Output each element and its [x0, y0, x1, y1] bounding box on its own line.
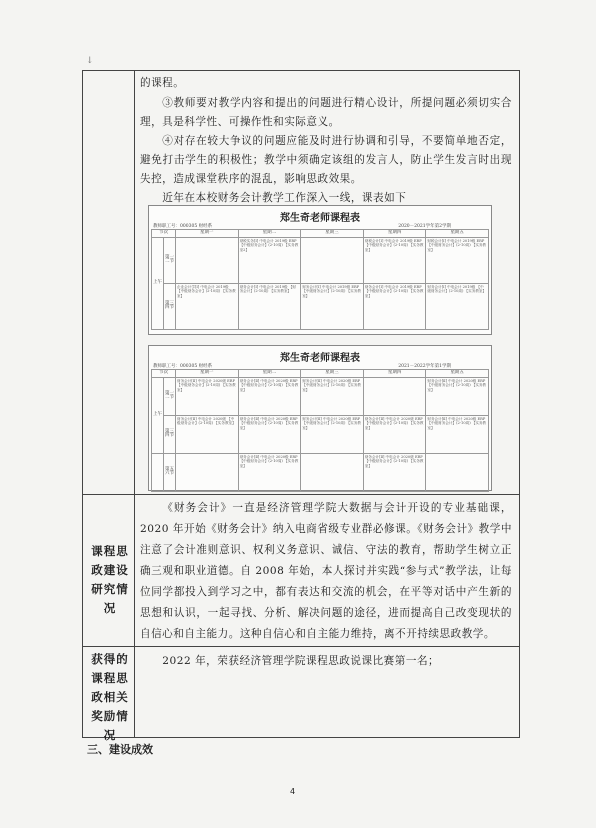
- section-text-research: 《财务会计》一直是经济管理学院大数据与会计开设的专业基础课，2020 年开始《财务会计》纳入电商省级专业群必修课。《财务会计》教学中注意了会计准则意识、权利义务意识、诚信、守法的教育，帮助学生树立正确三观和职业道德。自 2008 年始，本人探讨并实践“参与式”教学法，让每位同学都投入到学习之中，都有表达和交流的机会，在平等对话中产生新的思想和认识，一起寻找、分析、解决问题的途径，进而提高自己改变现状的自信心和自主能力。这种自信心和自主能力维持，离不开持续思政教学。: [140, 502, 512, 640]
- timetable-title: 郑生奇老师课程表: [280, 353, 360, 364]
- paragraph-end: 的课程。: [140, 77, 185, 89]
- page-number: 4: [290, 787, 296, 796]
- header-mon: 星期一: [176, 370, 239, 378]
- course-cell: [301, 237, 364, 283]
- course-cell: 财务会计[Ⅱ] 中电会计 2020级 ERP 【中级财务会计】(2-10周) 【实务教室】: [176, 377, 239, 415]
- header-wed: 星期三: [301, 370, 364, 378]
- course-cell: [363, 377, 426, 415]
- header-thu: 星期四: [363, 230, 426, 238]
- paragraph-3: ③教师要对教学内容和提出的问题进行精心设计，所提问题必须切实合理，具是科学性、可操作性和实际意义。: [140, 97, 512, 128]
- header-slot: 节次: [152, 230, 176, 238]
- section-text-awards: 2022 年，荣获经济管理学院课程思政说课比赛第一名；: [162, 655, 440, 667]
- margin-mark: ↓: [86, 56, 94, 66]
- header-fri: 星期五: [426, 230, 489, 238]
- course-cell: 财务会计[Ⅱ] 中电会计 2020级 ERP 【中级财务会计】(2-10周) 【实务教室】: [301, 377, 364, 415]
- course-cell: 财税会计[Ⅰ] 中电会计 2019级 ERP 【中级财务会计】(2-10周) 【实务教室】: [426, 237, 489, 283]
- slot-label: 第三四节: [164, 415, 176, 453]
- course-cell: 财务会计[Ⅰ] 中电会计 2019级 【中级财务会计】(2-10周) 【实务教室】: [426, 283, 489, 329]
- timetable-term: 2020－2021学年第2学期: [398, 224, 451, 229]
- course-cell: [301, 453, 364, 491]
- section-label-awards: 获得的课程思政相关奖励情况: [91, 652, 129, 742]
- timetable-2021: [148, 345, 492, 491]
- timetable-title: 郑生奇老师课程表: [280, 213, 360, 224]
- course-cell: 财务会计[Ⅱ] 中电会计 2020级 ERP 【中级财务会计】(2-10周) 【实务教室】: [363, 415, 426, 453]
- course-cell: 财务会计[Ⅰ] 中电会计 2019级 ERP 【中级财务会计】(2-10周) 【实务教室】: [363, 283, 426, 329]
- header-slot: 节次: [152, 370, 176, 378]
- timetable-teacher-id: 教师职工号：000305 财经系: [153, 224, 213, 229]
- course-cell: 财务会计[Ⅱ] 中电会计 2020级 ERP 【中级财务会计】(2-10周) 【实务教室】: [426, 415, 489, 453]
- header-mon: 星期一: [176, 230, 239, 238]
- row-divider-2: [82, 646, 520, 647]
- course-cell: 财务会计[Ⅱ] 中电会计 2020级 ERP 【中级财务会计】(2-10周) 【实务教室】: [363, 453, 426, 491]
- header-thu: 星期四: [363, 370, 426, 378]
- header-fri: 星期五: [426, 370, 489, 378]
- period-morning: 上午: [152, 377, 164, 453]
- timetable-teacher-id: 教师职工号：000305 财经系: [153, 364, 213, 369]
- column-divider: [134, 70, 135, 738]
- slot-label: 第五六节: [164, 453, 176, 491]
- timetable-grid: [151, 369, 489, 492]
- slot-label: 第一二节: [164, 377, 176, 415]
- course-cell: 财务会计[Ⅱ] 中电会计 2020级 ERP 【中级财务会计】(2-10周) 【实务教室】: [301, 415, 364, 453]
- section-label-research: 课程思政建设研究情况: [91, 544, 129, 615]
- course-cell: [176, 453, 239, 491]
- period-morning: 上午: [152, 237, 164, 329]
- paragraph-4: ④对存在较大争议的问题应能及时进行协调和引导，不要简单地否定，避免打击学生的积极性；教学中须确定该组的发言人，防止学生发言时出现失控，造成课堂秩序的混乱，影响思政效果。: [140, 135, 512, 185]
- row-divider-1: [82, 494, 520, 495]
- period-empty: [152, 453, 164, 491]
- course-cell: 财税会计[Ⅰ] 中电会计 2019级 ERP 【中级财务会计】(2-10周) 【实务教室】: [363, 237, 426, 283]
- header-tue: 星期二: [238, 230, 301, 238]
- course-cell: 财务会计[Ⅱ] 中电会计 2020级 ERP 【中级财务会计】(2-10周) 【实务教室】: [426, 377, 489, 415]
- slot-label: 第一二节: [164, 237, 176, 283]
- slot-label: 第三四节: [164, 283, 176, 329]
- timetable-term: 2021－2022学年第1学期: [398, 364, 451, 369]
- course-cell: 企业会计学[Ⅰ] 中电会计 2019级 【中级财务会计】(2-10周) 【实务教室】: [176, 283, 239, 329]
- course-cell: 财务会计[Ⅱ] 中电会计 2020级 ERP 【中级财务会计】(2-10周) 【实务教室】: [238, 377, 301, 415]
- course-cell: 财务会计[Ⅰ] 中电会计 2019级 ERP 【中级财务会计】(2-10周) 【实务教室】: [301, 283, 364, 329]
- section-heading-results: 三、建设成效: [87, 743, 153, 756]
- timetable-grid: [151, 229, 489, 330]
- timetable-2020: [148, 205, 492, 335]
- course-cell: 财务会计[Ⅱ] 中电会计 2020级 ERP 【中级财务会计】(2-10周) 【实务教室】: [238, 453, 301, 491]
- header-wed: 星期三: [301, 230, 364, 238]
- course-cell: 财务会计[Ⅱ] 中电会计 2020级 ERP 【中级财务会计】(2-10周) 【实务教室】: [238, 415, 301, 453]
- paragraph-intro-timetable: 近年在本校财务会计教学工作深入一线，课表如下: [162, 192, 407, 204]
- course-cell: [426, 453, 489, 491]
- course-cell: 财务会计[Ⅰ] 中电会计 2019级 【财务会计】(2-10周) 【实务教室】: [238, 283, 301, 329]
- course-cell: 财税实务[Ⅰ] 中电会计 2019级 ERP 【中级财务会计】(2-10周) 【实务教室2】: [238, 237, 301, 283]
- header-tue: 星期二: [238, 370, 301, 378]
- course-cell: 财务会计[Ⅱ] 中电会计 2020级 【中级财务会计】(2-10周) 【实务教室】: [176, 415, 239, 453]
- course-cell: [176, 237, 239, 283]
